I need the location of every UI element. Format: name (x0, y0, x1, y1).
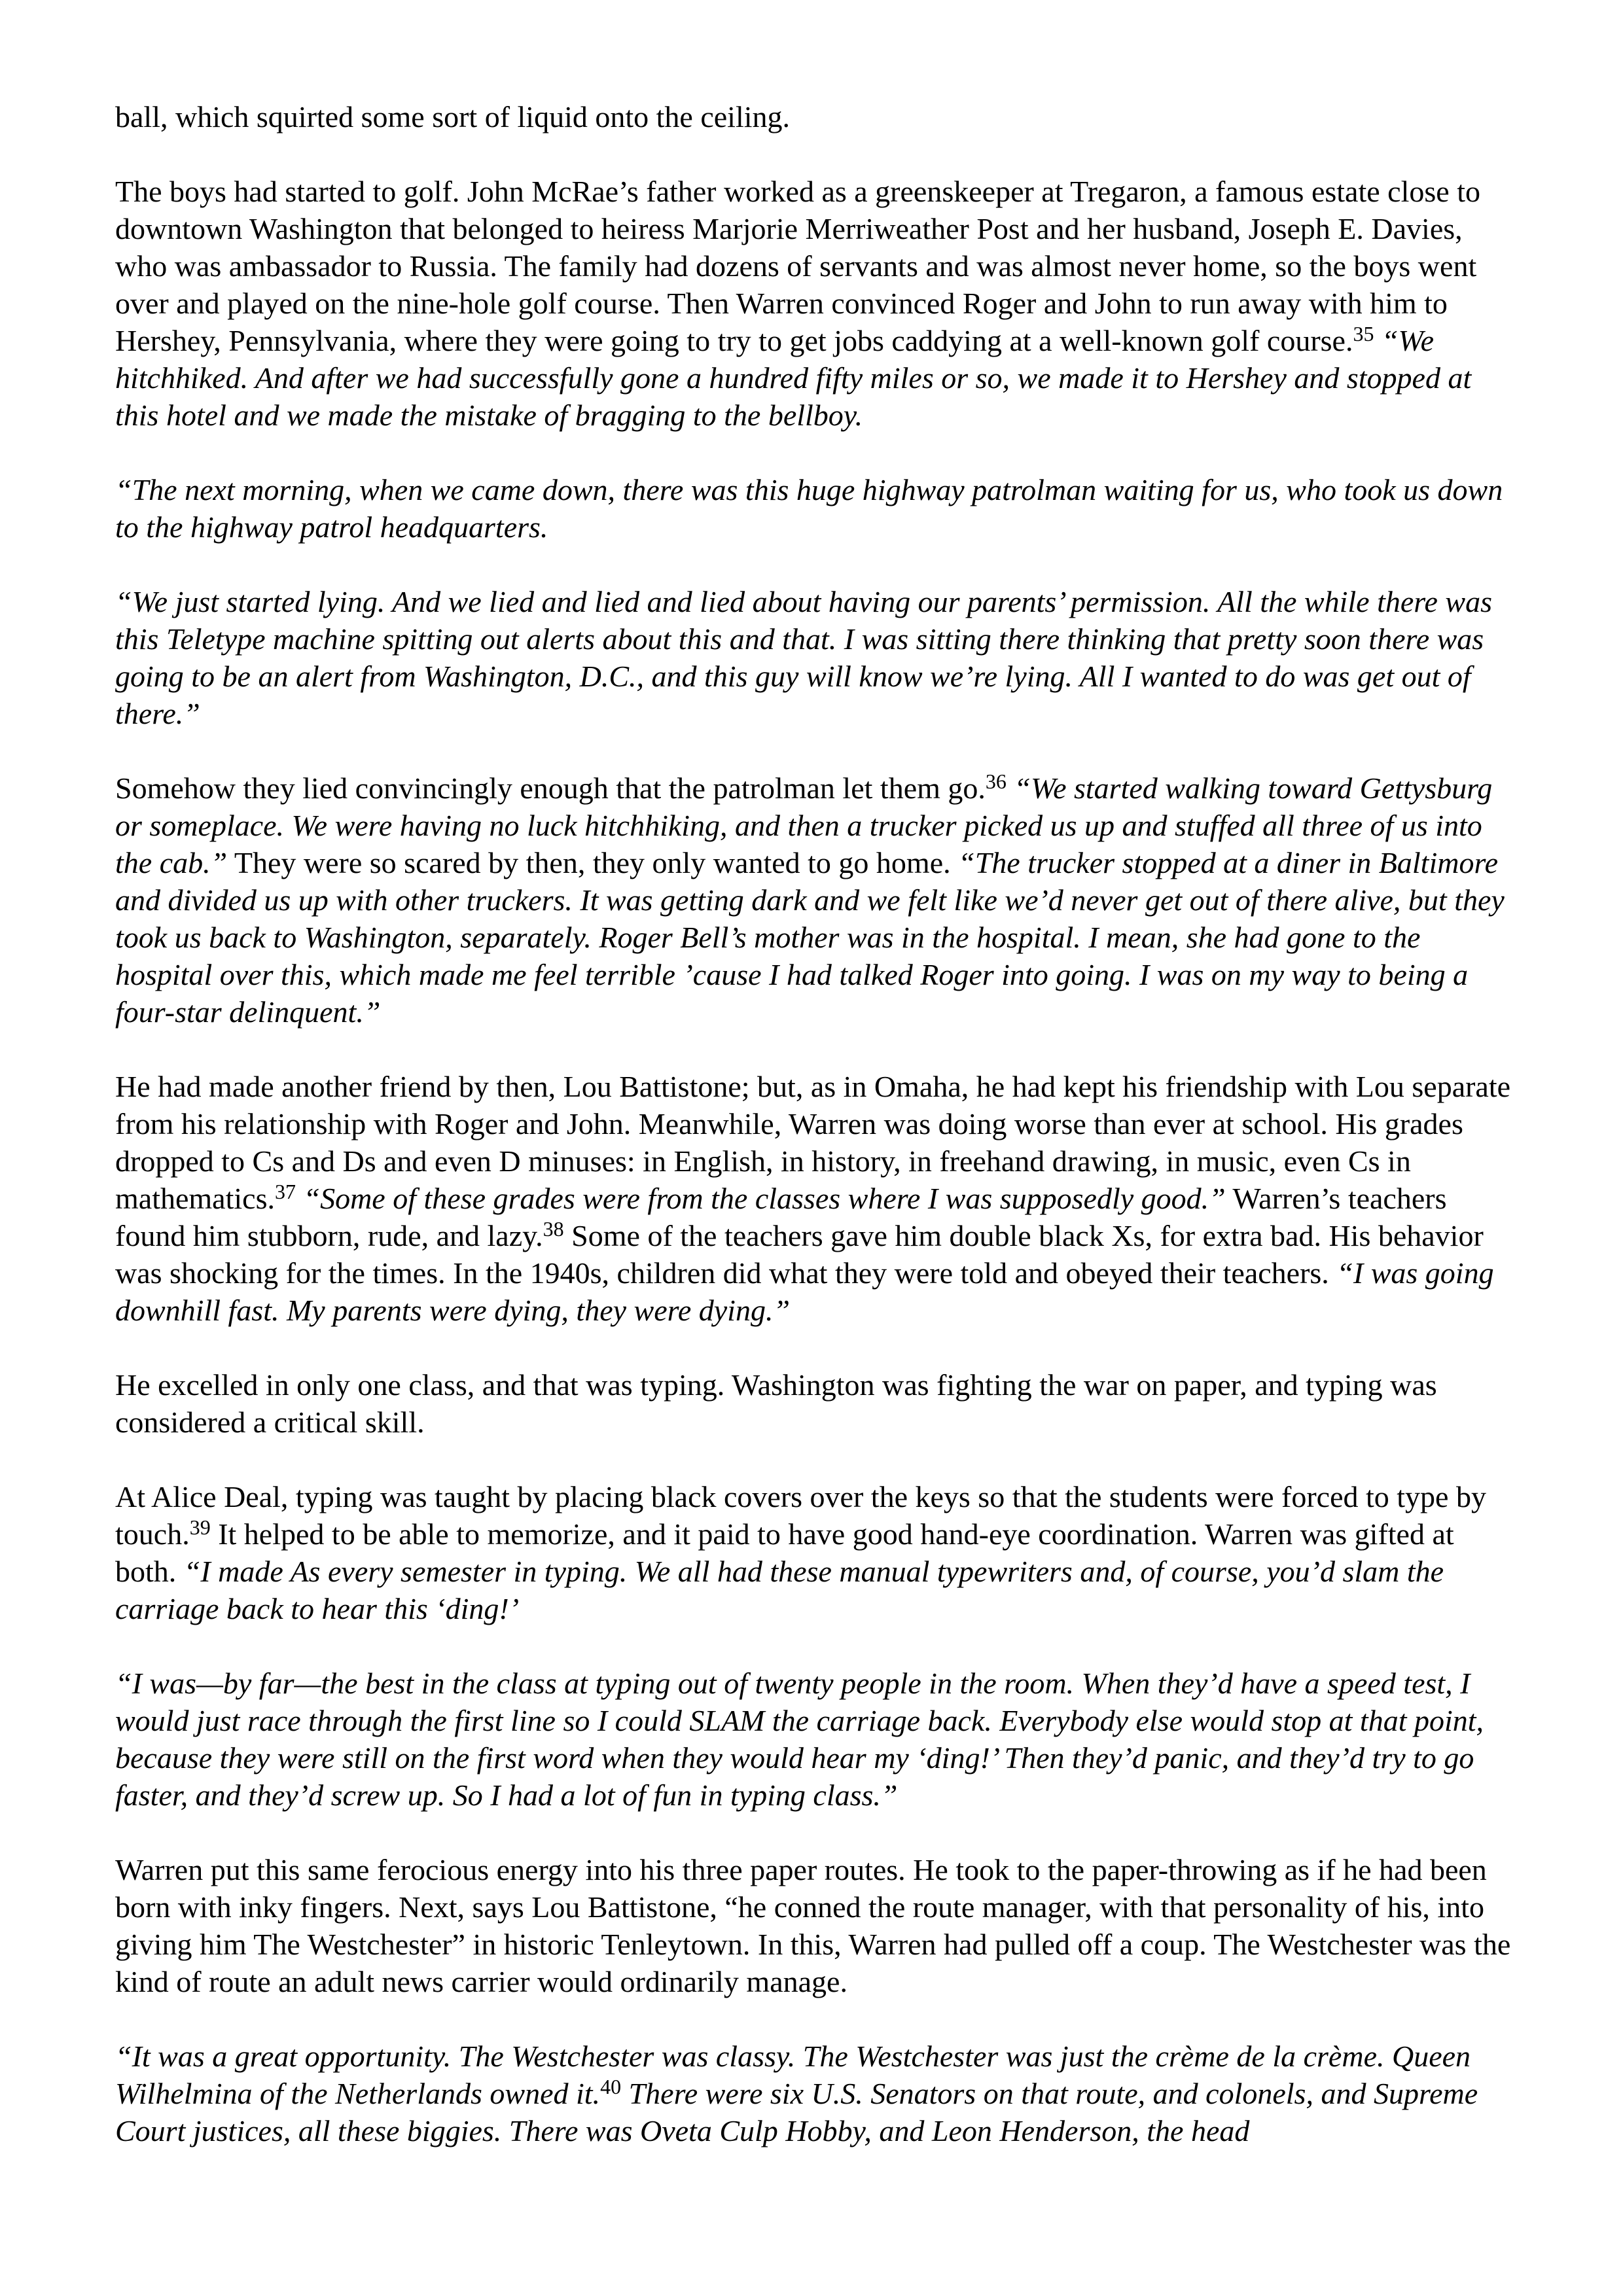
italic-quote: “I made As every semester in typing. We all had these manual typewriters and, of course, you’d slam the carriage back to hear this ‘ding!’ (115, 1555, 1444, 1625)
footnote-marker: 38 (543, 1217, 564, 1241)
text-run: He had made another friend by then, Lou Battistone; but, as in Omaha, he had kept his friendship with Lou separate from his relationship with Roger and John. Meanwhile, Warren was doing worse than ever at school. His grades dropped to Cs and Ds and even D minuses: in English, in history, in freehand drawing, in music, even Cs in mathematics. (115, 1070, 1511, 1215)
paragraph (115, 2038, 1518, 2149)
text-run: ball, which squirted some sort of liquid onto the ceiling. (115, 100, 791, 133)
text-run: It helped to be able to memorize, and it paid to have good hand-eye coordination. Warren was gifted at both. (115, 1517, 1454, 1588)
text-run: Somehow they lied convincingly enough that the patrolman let them go. (115, 771, 986, 805)
footnote-marker: 36 (985, 769, 1007, 793)
text-run: Warren put this same ferocious energy into his three paper routes. He took to the paper-throwing as if he had been born with inky fingers. Next, says Lou Battistone, “he conned the route manager, with that personality of his, into giving him The Westchester” in historic Tenleytown. In this, Warren had pulled off a coup. The Westchester was the kind of route an adult news carrier would ordinarily manage. (115, 1853, 1511, 1998)
text-run (296, 1182, 304, 1215)
text-run (1374, 324, 1382, 357)
text-run: They were so scared by then, they only wanted to go home. (227, 846, 959, 879)
text-run: Some of the teachers gave him double black Xs, for extra bad. His behavior was shocking for the times. In the 1940s, children did what they were told and obeyed their teachers. (115, 1219, 1484, 1290)
footnote-marker: 35 (1353, 322, 1374, 345)
paragraph (115, 1665, 1518, 1814)
paragraph (115, 1068, 1518, 1329)
italic-quote: “We hitchhiked. And after we had successfully gone a hundred fifty miles or so, we made it to Hershey and stopped at this hotel and we made the mistake of bragging to the bellboy. (115, 324, 1472, 432)
italic-quote: There were six U.S. Senators on that route, and colonels, and Supreme Court justices, all these biggies. There was Oveta Culp Hobby, and Leon Henderson, the head (115, 2077, 1478, 2147)
paragraph (115, 1478, 1518, 1627)
text-run: Warren’s teachers found him stubborn, rude, and lazy. (115, 1182, 1447, 1252)
italic-quote: “I was—by far—the best in the class at typing out of twenty people in the room. When they’d have a speed test, I would just race through the first line so I could SLAM the carriage back. Everybody else would stop at that point, because they were still on the first word when they would hear my ‘ding!’ Then they’d panic, and they’d try to go faster, and they’d screw up. So I had a lot of fun in typing class.” (115, 1667, 1484, 1812)
italic-quote: “Some of these grades were from the classes where I was supposedly good.” (303, 1182, 1226, 1215)
italic-quote: “I was going downhill fast. My parents were dying, they were dying.” (115, 1256, 1494, 1327)
text-run: He excelled in only one class, and that was typing. Washington was fighting the war on paper, and typing was considered a critical skill. (115, 1368, 1437, 1439)
italic-quote: “The trucker stopped at a diner in Baltimore and divided us up with other truckers. It was getting dark and we felt like we’d never get out of there alive, but they took us back to Washington, separately. Roger Bell’s mother was in the hospital. I mean, she had gone to the hospital over this, which made me feel terrible ’cause I had talked Roger into going. I was on my way to being a four-star delinquent.” (115, 846, 1505, 1029)
italic-quote: “We started walking toward Gettysburg or someplace. We were having no luck hitchhiking, and then a trucker picked us up and stuffed all three of us into the cab.” (115, 771, 1493, 879)
text-run: At Alice Deal, typing was taught by placing black covers over the keys so that the students were forced to type by touch. (115, 1480, 1486, 1551)
italic-quote: “It was a great opportunity. The Westchester was classy. The Westchester was just the crème de la crème. Queen Wilhelmina of the Netherlands owned it. (115, 2040, 1471, 2110)
paragraph (115, 583, 1518, 732)
italic-quote: “We just started lying. And we lied and lied and lied about having our parents’ permission. All the while there was this Teletype machine spitting out alerts about this and that. I was sitting there thinking that pretty soon there was going to be an alert from Washington, D.C., and this guy will know we’re lying. All I wanted to do was get out of there.” (115, 585, 1492, 730)
paragraph (115, 1366, 1518, 1441)
footnote-marker: 37 (274, 1180, 296, 1203)
italic-quote: “The next morning, when we came down, there was this huge highway patrolman waiting for us, who took us down to the highway patrol headquarters. (115, 473, 1503, 544)
paragraph (115, 1851, 1518, 2000)
footnote-marker: 39 (189, 1515, 211, 1539)
text-run: The boys had started to golf. John McRae’s father worked as a greenskeeper at Tregaron, a famous estate close to downtown Washington that belonged to heiress Marjorie Merriweather Post and her husband, Joseph E. Davies, who was ambassador to Russia. The family had dozens of servants and was almost never home, so the boys went over and played on the nine-hole golf course. Then Warren convinced Roger and John to run away with him to Hershey, Pennsylvania, where they were going to try to get jobs caddying at a well-known golf course. (115, 175, 1480, 357)
text-run (1007, 771, 1014, 805)
footnote-marker: 40 (600, 2075, 622, 2098)
paragraph (115, 769, 1518, 1031)
paragraph (115, 98, 1518, 135)
paragraph (115, 173, 1518, 434)
paragraph (115, 471, 1518, 546)
